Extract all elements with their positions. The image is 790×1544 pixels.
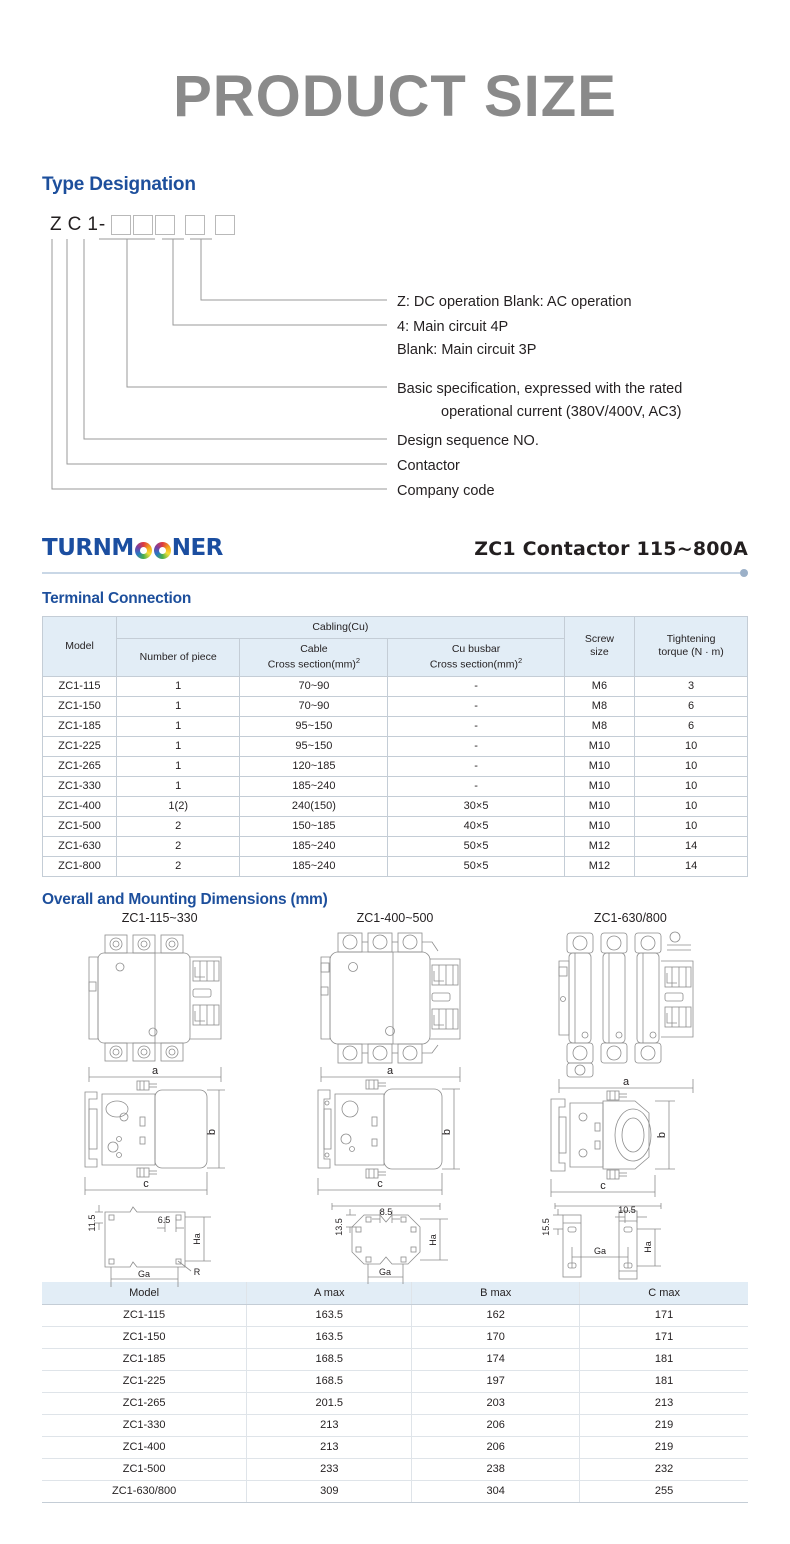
cell-model: ZC1-265 (43, 756, 117, 776)
table-row (43, 796, 748, 816)
cell-c: 181 (580, 1348, 748, 1370)
cell-screw: M10 (564, 736, 635, 756)
cell-b: 203 (412, 1392, 580, 1414)
table-row (43, 716, 748, 736)
drawing-svg-2 (280, 927, 510, 1277)
cell-screw: M10 (564, 816, 635, 836)
cell-pieces: 1 (117, 736, 240, 756)
dim-a-label-2: a (386, 1064, 394, 1077)
terminal-connection-heading: Terminal Connection (42, 590, 192, 607)
table-row (42, 1458, 748, 1480)
label-contactor: Contactor (397, 458, 460, 474)
cell-model: ZC1-115 (43, 676, 117, 696)
logo-text-post: NER (171, 535, 223, 561)
cell-model: ZC1-150 (43, 696, 117, 716)
cell-c: 213 (580, 1392, 748, 1414)
label-operation: Z: DC operation Blank: AC operation (397, 294, 632, 310)
cell-torque: 14 (635, 836, 748, 856)
drawing-svg-1 (45, 927, 275, 1279)
callout-10-5: 10.5 (618, 1204, 637, 1215)
callout-15-5: 15.5 (541, 1218, 552, 1236)
cell-busbar: - (388, 756, 564, 776)
code-letter-c: C (67, 214, 83, 235)
table-row (42, 1304, 748, 1326)
cell-screw: M10 (564, 796, 635, 816)
cell-pieces: 1 (117, 676, 240, 696)
dimensions-table (42, 1282, 748, 1503)
cell-b: 197 (412, 1370, 580, 1392)
label-company-code: Company code (397, 483, 495, 499)
th-cable-line1: Cable (300, 643, 328, 656)
divider-line (42, 572, 740, 574)
dim-th-3: C max (580, 1282, 748, 1305)
cell-c: 219 (580, 1414, 748, 1436)
cell-model: ZC1-225 (42, 1370, 247, 1392)
cell-model: ZC1-150 (42, 1326, 247, 1348)
label-basic-specification: Basic specification, expressed with the rated (397, 381, 683, 397)
dim-r-label-1: R (193, 1266, 200, 1277)
th-screw-size (564, 617, 635, 677)
dimensions-table-body (42, 1304, 748, 1502)
cell-cable: 70~90 (240, 696, 388, 716)
label-main-circuit-3p: Blank: Main circuit 3P (397, 342, 537, 358)
cell-screw: M10 (564, 776, 635, 796)
table-row (42, 1414, 748, 1436)
th-tightening-torque (635, 617, 748, 677)
cell-b: 206 (412, 1436, 580, 1458)
cell-c: 181 (580, 1370, 748, 1392)
cell-busbar: - (388, 716, 564, 736)
cell-torque: 10 (635, 796, 748, 816)
cell-model: ZC1-500 (42, 1458, 247, 1480)
table-row (43, 736, 748, 756)
cell-torque: 10 (635, 816, 748, 836)
dim-ga-label-1: Ga (137, 1268, 150, 1279)
type-designation-heading: Type Designation (42, 174, 196, 195)
cell-model: ZC1-330 (43, 776, 117, 796)
cell-screw: M8 (564, 716, 635, 736)
cell-a: 309 (247, 1480, 412, 1502)
cell-model: ZC1-265 (42, 1392, 247, 1414)
cell-c: 232 (580, 1458, 748, 1480)
cell-pieces: 1 (117, 696, 240, 716)
brand-header (42, 537, 748, 560)
th-number-of-piece: Number of piece (117, 639, 240, 677)
cell-busbar: 50×5 (388, 836, 564, 856)
cell-model: ZC1-800 (43, 856, 117, 876)
cell-a: 163.5 (247, 1326, 412, 1348)
cell-screw: M12 (564, 856, 635, 876)
th-cable-superscript: 2 (355, 656, 361, 666)
dim-ga-label-2: Ga (378, 1266, 391, 1277)
cell-cable: 95~150 (240, 736, 388, 756)
cell-torque: 10 (635, 776, 748, 796)
dim-c-label-2: c (377, 1177, 383, 1190)
cell-pieces: 1 (117, 716, 240, 736)
drawing-column-3 (513, 911, 748, 1272)
dim-c-label-1: c (142, 1177, 149, 1190)
label-basic-specification-cont: operational current (380V/400V, AC3) (441, 404, 682, 420)
cell-a: 233 (247, 1458, 412, 1480)
th-screw-line1: Screw (584, 633, 615, 646)
cell-cable: 150~185 (240, 816, 388, 836)
code-letter-1: 1- (87, 214, 107, 235)
cell-cable: 120~185 (240, 756, 388, 776)
dim-b-label-2: b (440, 1128, 453, 1135)
cell-a: 201.5 (247, 1392, 412, 1414)
cell-torque: 6 (635, 716, 748, 736)
cell-torque: 3 (635, 676, 748, 696)
cell-busbar: 40×5 (388, 816, 564, 836)
callout-13-5: 13.5 (333, 1218, 344, 1236)
dim-b-label-3: b (656, 1131, 669, 1138)
table-header-row-top (43, 617, 748, 639)
dim-th-0: Model (42, 1282, 247, 1305)
logo-ring-icon-1 (135, 542, 152, 559)
divider-dot-icon (740, 569, 748, 577)
cell-a: 163.5 (247, 1304, 412, 1326)
header-divider (42, 569, 748, 577)
cell-b: 170 (412, 1326, 580, 1348)
leader-lines (42, 214, 402, 514)
cell-cable: 95~150 (240, 716, 388, 736)
cell-pieces: 1 (117, 756, 240, 776)
drawing-column-2 (277, 910, 512, 1277)
page-title: PRODUCT SIZE (173, 64, 617, 129)
dim-th-1: A max (247, 1282, 412, 1305)
dim-ga-label-3: Ga (594, 1245, 607, 1256)
callout-8-5: 8.5 (379, 1206, 393, 1217)
drawing-label-3: ZC1-630/800 (593, 910, 667, 925)
cell-c: 255 (580, 1480, 748, 1502)
table-row (43, 816, 748, 836)
table-row (43, 676, 748, 696)
table-row (42, 1392, 748, 1414)
cell-busbar: - (388, 776, 564, 796)
table-row (42, 1436, 748, 1458)
drawing-svg-3 (515, 927, 745, 1272)
cell-c: 219 (580, 1436, 748, 1458)
cell-torque: 14 (635, 856, 748, 876)
cell-pieces: 1 (117, 776, 240, 796)
th-screw-line2: size (590, 646, 609, 659)
type-designation-diagram (42, 214, 748, 529)
cell-model: ZC1-115 (42, 1304, 247, 1326)
cell-cable: 240(150) (240, 796, 388, 816)
th-busbar-cross-section (388, 639, 564, 677)
table-row (43, 776, 748, 796)
dimension-drawings (42, 910, 748, 1279)
cell-a: 213 (247, 1436, 412, 1458)
cell-cable: 185~240 (240, 836, 388, 856)
cell-busbar: - (388, 676, 564, 696)
cell-torque: 10 (635, 736, 748, 756)
dim-ha-label-2: Ha (427, 1234, 438, 1246)
cell-model: ZC1-400 (43, 796, 117, 816)
cell-screw: M8 (564, 696, 635, 716)
cell-cable: 70~90 (240, 676, 388, 696)
cell-b: 206 (412, 1414, 580, 1436)
th-torque-line1: Tightening (666, 633, 716, 646)
table-row (43, 756, 748, 776)
dim-a-label-3: a (623, 1075, 630, 1088)
table-row (42, 1326, 748, 1348)
cell-pieces: 1(2) (117, 796, 240, 816)
cell-screw: M10 (564, 756, 635, 776)
th-cable-line2: Cross section(mm) (267, 658, 356, 671)
cell-model: ZC1-630 (43, 836, 117, 856)
cell-pieces: 2 (117, 816, 240, 836)
cell-cable: 185~240 (240, 776, 388, 796)
table-row (43, 836, 748, 856)
th-busbar-line2: Cross section(mm) (429, 658, 519, 671)
cell-a: 168.5 (247, 1370, 412, 1392)
th-cabling-group: Cabling(Cu) (117, 617, 565, 639)
cell-pieces: 2 (117, 836, 240, 856)
logo-text-pre: TURNM (42, 535, 134, 561)
cell-model: ZC1-225 (43, 736, 117, 756)
cell-model: ZC1-500 (43, 816, 117, 836)
cell-busbar: 30×5 (388, 796, 564, 816)
drawing-label-1: ZC1-115~330 (121, 910, 198, 925)
th-busbar-superscript: 2 (518, 656, 523, 666)
cell-b: 238 (412, 1458, 580, 1480)
cell-screw: M12 (564, 836, 635, 856)
label-main-circuit-4p: 4: Main circuit 4P (397, 319, 509, 335)
table-row (42, 1480, 748, 1502)
model-range-title: ZC1 Contactor 115~800A (474, 538, 748, 560)
cell-cable: 185~240 (240, 856, 388, 876)
cell-screw: M6 (564, 676, 635, 696)
code-letter-z: Z (50, 214, 63, 235)
cell-model: ZC1-630/800 (42, 1480, 247, 1502)
dimensions-heading: Overall and Mounting Dimensions (mm) (42, 890, 328, 908)
cell-b: 304 (412, 1480, 580, 1502)
cell-model: ZC1-400 (42, 1436, 247, 1458)
cell-model: ZC1-185 (43, 716, 117, 736)
turnmooner-logo (42, 537, 223, 560)
cell-torque: 6 (635, 696, 748, 716)
th-busbar-line1: Cu busbar (451, 643, 501, 656)
table-row (42, 1348, 748, 1370)
callout-11-5: 11.5 (86, 1214, 97, 1232)
cell-b: 162 (412, 1304, 580, 1326)
cell-c: 171 (580, 1326, 748, 1348)
logo-ring-icon-2 (154, 542, 171, 559)
table-row (43, 696, 748, 716)
dim-a-label-1: a (151, 1064, 158, 1077)
cell-busbar: - (388, 696, 564, 716)
dim-c-label-3: c (600, 1179, 607, 1192)
terminal-connection-body (43, 676, 748, 876)
label-design-sequence: Design sequence NO. (397, 433, 539, 449)
cell-model: ZC1-185 (42, 1348, 247, 1370)
table-row (42, 1370, 748, 1392)
cell-a: 168.5 (247, 1348, 412, 1370)
terminal-connection-table (42, 616, 748, 877)
cell-a: 213 (247, 1414, 412, 1436)
cell-pieces: 2 (117, 856, 240, 876)
cell-busbar: 50×5 (388, 856, 564, 876)
th-torque-line2: torque (N · m) (658, 646, 724, 659)
drawing-label-2: ZC1-400~500 (356, 910, 434, 925)
cell-model: ZC1-330 (42, 1414, 247, 1436)
th-cable-cross-section (240, 639, 388, 677)
dim-ha-label-1: Ha (191, 1233, 202, 1245)
dim-b-label-1: b (205, 1128, 218, 1135)
cell-b: 174 (412, 1348, 580, 1370)
drawing-column-1 (42, 910, 277, 1279)
cell-c: 171 (580, 1304, 748, 1326)
th-model: Model (43, 617, 117, 677)
dimensions-table-header (42, 1282, 748, 1305)
callout-6-5: 6.5 (157, 1214, 170, 1225)
table-row (43, 856, 748, 876)
dim-th-2: B max (412, 1282, 580, 1305)
cell-busbar: - (388, 736, 564, 756)
cell-torque: 10 (635, 756, 748, 776)
dim-ha-label-3: Ha (643, 1241, 654, 1253)
